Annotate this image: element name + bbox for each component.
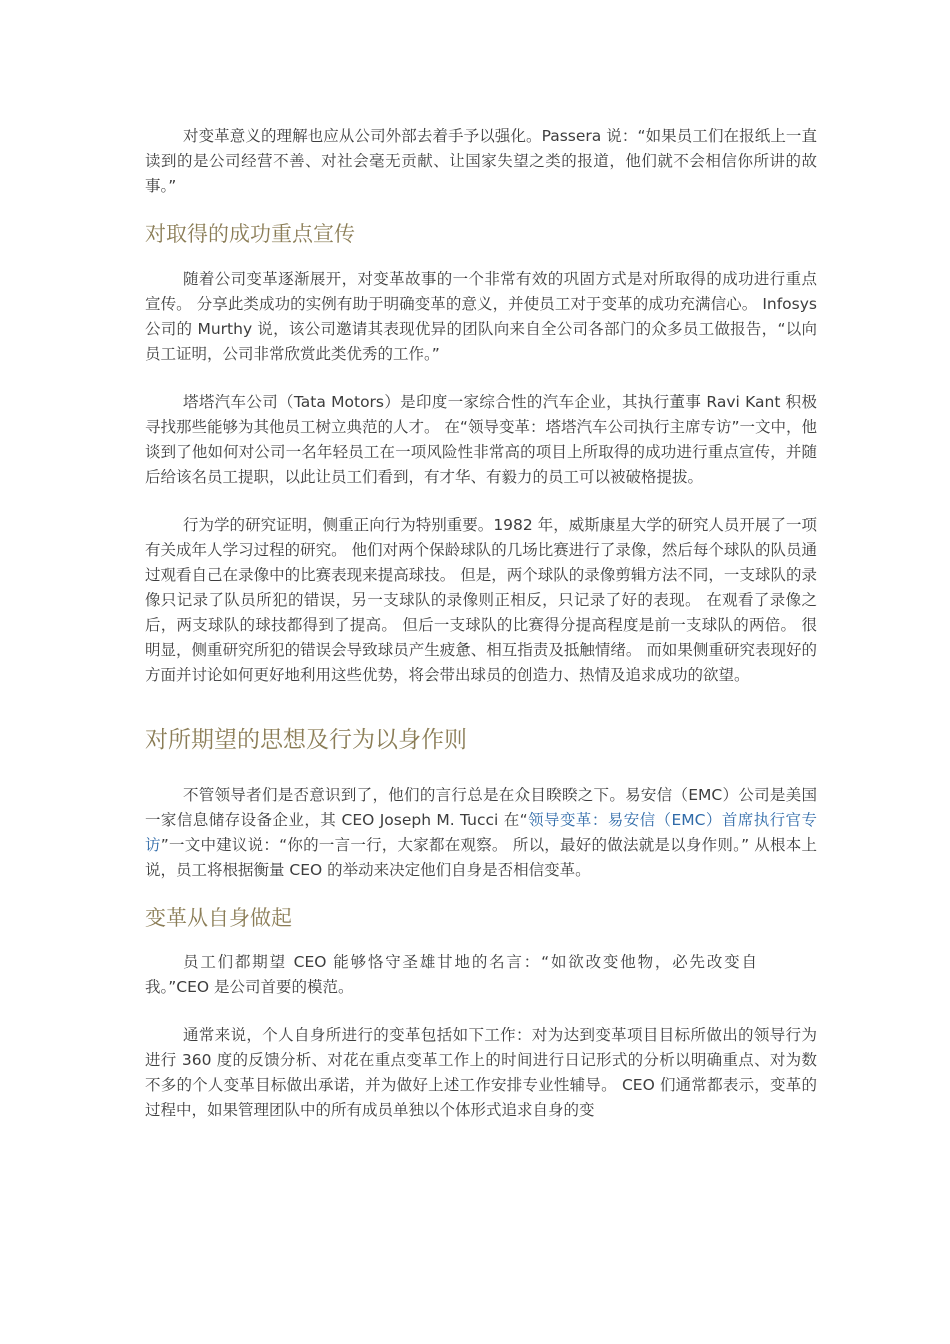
paragraph-emc-text-b: ”一文中建议说：“你的一言一行，大家都在观察。 所以，最好的做法就是以身作则。” 从根本上说，员工将根据衡量 CEO 的举动来决定他们自身是否相信变革。 [145, 836, 817, 879]
section-heading-success-publicity: 对取得的成功重点宣传 [145, 222, 355, 246]
paragraph-personal-change: 通常来说，个人自身所进行的变革包括如下工作：对为达到变革项目目标所做出的领导行为进行 360 度的反馈分析、对花在重点变革工作上的时间进行日记形式的分析以明确重点、对为数不多的个人变革目标做出承诺，并为做好上述工作安排专业性辅导。 CEO 们通常都表示，变革的过程中，如果管理团队中的所有成员单独以个体形式追求自身的变 [145, 1026, 817, 1119]
section-heading-change-from-self: 变革从自身做起 [145, 906, 292, 930]
emc-interview-link[interactable]: 领导变革：易安信（EMC）首席执行官专访 [145, 811, 817, 854]
paragraph-behavior-research: 行为学的研究证明，侧重正向行为特别重要。1982 年，威斯康星大学的研究人员开展了一项有关成年人学习过程的研究。 他们对两个保龄球队的几场比赛进行了录像，然后每个球队的队员通过观看自己在录像中的比赛表现来提高球技。 但是，两个球队的录像剪辑方法不同，一支球队的录像只记录了队员所犯的错误，另一支球队的录像则正相反，只记录了好的表现。 在观看了录像之后，两支球队的球技都得到了提高。 但后一支球队的比赛得分提高程度是前一支球队的两倍。 很明显，侧重研究所犯的错误会导致球员产生疲惫、相互指责及抵触情绪。 而如果侧重研究表现好的方面并讨论如何更好地利用这些优势，将会带出球员的创造力、热情及追求成功的欲望。 [145, 516, 817, 684]
paragraph-tata-motors: 塔塔汽车公司（Tata Motors）是印度一家综合性的汽车企业，其执行董事 Ravi Kant 积极寻找那些能够为其他员工树立典范的人才。 在“领导变革：塔塔汽车公司执行主席专访”一文中，他谈到了他如何对公司一名年轻员工在一项风险性非常高的项目上所取得的成功进行重点宣传，并随后给该名员工提职，以此让员工们看到，有才华、有毅力的员工可以被破格提拔。 [145, 393, 817, 486]
paragraph-emc-text-a: 不管领导者们是否意识到了，他们的言行总是在众目睽睽之下。易安信（EMC）公司是美国一家信息储存设备企业，其 CEO Joseph M. Tucci 在“ [145, 786, 817, 829]
paragraph-gandhi-quote: 员工们都期望 CEO 能够恪守圣雄甘地的名言：“如欲改变他物，必先改变自我。”CEO 是公司首要的模范。 [145, 953, 757, 996]
section-heading-lead-by-example: 对所期望的思想及行为以身作则 [145, 727, 467, 753]
paragraph-emc [145, 783, 817, 883]
document-page [145, 124, 817, 1123]
paragraph-passera: 对变革意义的理解也应从公司外部去着手予以强化。Passera 说：“如果员工们在报纸上一直读到的是公司经营不善、对社会毫无贡献、让国家失望之类的报道，他们就不会相信你所讲的故事。” [145, 127, 817, 195]
paragraph-infosys: 随着公司变革逐渐展开，对变革故事的一个非常有效的巩固方式是对所取得的成功进行重点宣传。 分享此类成功的实例有助于明确变革的意义，并使员工对于变革的成功充满信心。 Infosys 公司的 Murthy 说，该公司邀请其表现优异的团队向来自全公司各部门的众多员工做报告，“以向员工证明，公司非常欣赏此类优秀的工作。” [145, 270, 817, 363]
